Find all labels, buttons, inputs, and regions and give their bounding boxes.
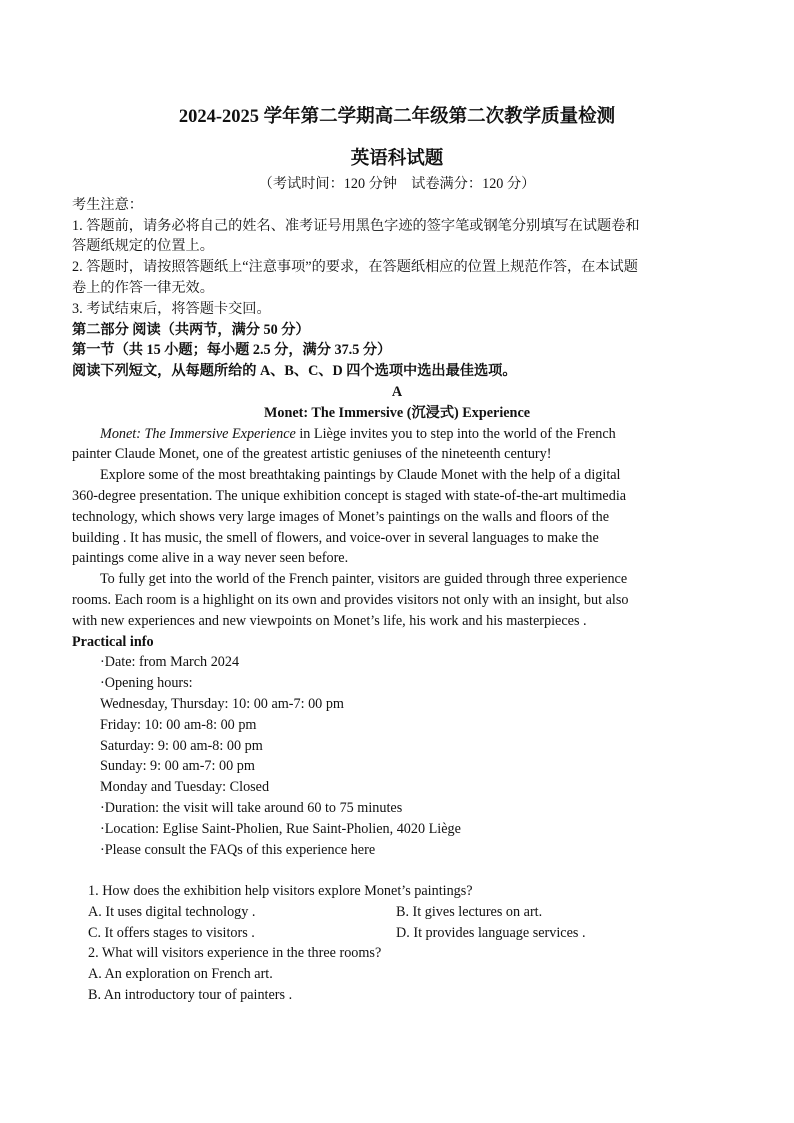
passage-title: Monet: The Immersive (沉浸式) Experience <box>263 404 531 421</box>
notice-item-3: 3. 考试结束后，将答题卡交回。 <box>72 300 271 317</box>
info-hours-saturday: Saturday: 9: 00 am-8: 00 pm <box>100 737 263 754</box>
info-duration: ·Duration: the visit will take around 60 to 75 minutes <box>100 799 403 816</box>
notice-heading: 考生注意： <box>72 196 143 213</box>
exam-page <box>72 100 722 1006</box>
notice-item-1-line-2: 答题纸规定的位置上。 <box>72 238 214 255</box>
practical-info-heading: Practical info <box>72 633 154 650</box>
section-part-heading: 第二部分 阅读（共两节，满分 50 分） <box>72 321 310 338</box>
passage-paragraph-1-line-1 <box>72 424 722 445</box>
question-1-option-a: A. It uses digital technology . <box>88 903 256 920</box>
info-hours-friday: Friday: 10: 00 am-8: 00 pm <box>100 716 257 733</box>
question-2-option-b: B. An introductory tour of painters . <box>88 987 293 1004</box>
passage-paragraph-2-line-3: technology, which shows very large images of Monet’s paintings on the walls and floors of the <box>72 508 610 525</box>
section-instruction: 阅读下列短文，从每题所给的 A、B、C、D 四个选项中选出最佳选项。 <box>72 363 517 380</box>
notice-item-1-line-1: 1. 答题前，请务必将自己的姓名、准考证号用黑色字迹的签字笔或钢笔分别填写在试题卷和 <box>72 217 640 234</box>
exam-title: 2024-2025 学年第二学期高二年级第二次教学质量检测 <box>178 107 616 127</box>
notice-item-2-line-1: 2. 答题时，请按照答题纸上“注意事项”的要求，在答题纸相应的位置上规范作答，在本试题 <box>72 259 638 276</box>
info-hours-label: ·Opening hours: <box>100 675 193 692</box>
question-1-stem: 1. How does the exhibition help visitors explore Monet’s paintings? <box>88 883 473 900</box>
question-1-option-d: D. It provides language services . <box>396 924 586 941</box>
info-date: ·Date: from March 2024 <box>100 654 240 671</box>
passage-paragraph-2-line-4: building . It has music, the smell of flowers, and voice-over in several languages to make the <box>72 529 599 546</box>
section-subpart-heading: 第一节（共 15 小题；每小题 2.5 分，满分 37.5 分） <box>72 342 392 359</box>
event-name: Monet: The Immersive Experience <box>100 425 296 442</box>
question-1-option-c: C. It offers stages to visitors . <box>88 924 255 941</box>
passage-paragraph-2-line-1: Explore some of the most breathtaking paintings by Claude Monet with the help of a digital <box>100 467 621 484</box>
info-location: ·Location: Eglise Saint-Pholien, Rue Saint-Pholien, 4020 Liège <box>100 820 461 837</box>
passage-letter: A <box>391 383 403 400</box>
info-faq: ·Please consult the FAQs of this experience here <box>100 841 376 858</box>
info-hours-closed: Monday and Tuesday: Closed <box>100 779 270 796</box>
exam-time-info: （考试时间：120 分钟 试卷满分：120 分） <box>258 176 536 192</box>
passage-paragraph-3-line-3: with new experiences and new viewpoints on Monet’s life, his work and his masterpieces . <box>72 612 587 629</box>
info-hours-wed-thu: Wednesday, Thursday: 10: 00 am-7: 00 pm <box>100 695 344 712</box>
notice-item-2-line-2: 卷上的作答一律无效。 <box>72 279 214 296</box>
info-hours-sunday: Sunday: 9: 00 am-7: 00 pm <box>100 758 255 775</box>
question-2-option-a: A. An exploration on French art. <box>88 966 273 983</box>
question-2-stem: 2. What will visitors experience in the three rooms? <box>88 945 382 962</box>
spacer <box>72 860 722 881</box>
passage-paragraph-2-line-5: paintings come alive in a way never seen before. <box>72 550 349 567</box>
question-1-options <box>72 902 722 944</box>
subject-title: 英语科试题 <box>350 149 444 169</box>
passage-paragraph-3-line-2: rooms. Each room is a highlight on its own and provides visitors not only with an insight, but also <box>72 591 629 608</box>
question-1-option-b: B. It gives lectures on art. <box>396 903 543 920</box>
passage-paragraph-1-line-2: painter Claude Monet, one of the greatest artistic geniuses of the nineteenth century! <box>72 446 552 463</box>
passage-paragraph-2-line-2: 360-degree presentation. The unique exhibition concept is staged with state-of-the-art multimedia <box>72 487 627 504</box>
paragraph-text: in Liège invites you to step into the world of the French <box>295 425 616 442</box>
practical-info-list <box>72 652 722 860</box>
passage-paragraph-3-line-1: To fully get into the world of the French painter, visitors are guided through three experience <box>100 571 628 588</box>
